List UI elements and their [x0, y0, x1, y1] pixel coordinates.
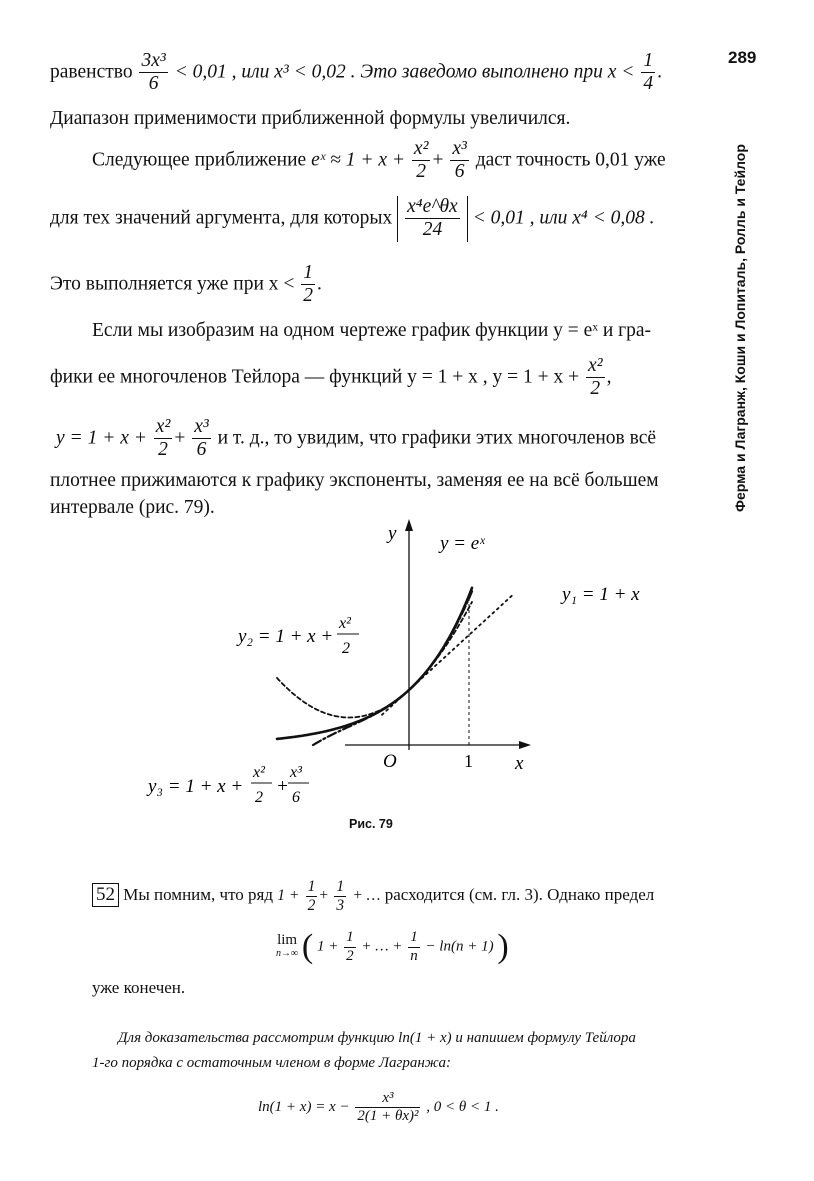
label-y3-den2: 6	[292, 789, 300, 806]
line3-end: даст точность 0,01 уже	[475, 149, 666, 171]
tick-label-one: 1	[464, 751, 473, 771]
text-line-10: интервале (рис. 79).	[50, 497, 215, 518]
limit-body-start: 1 +	[316, 938, 339, 955]
text-line-9: плотнее прижимаются к графику экспоненты, заменяя ее на всё большем	[50, 470, 659, 491]
frac-x3-over-6: $\frac{\text{x³}}{6}$	[452, 138, 467, 183]
final-formula	[258, 1090, 499, 1126]
absolute-value	[397, 196, 468, 242]
running-head: Ферма и Лагранж, Коши и Лопиталь, Ролль и Тейлор	[732, 144, 748, 512]
proof-line-1: Для доказательства рассмотрим функцию ln(1 + x) и напишем формулу Тейлора	[118, 1030, 636, 1046]
p52-frac-third: $\frac{1}{3}$	[336, 878, 345, 914]
curve-series-3	[313, 591, 472, 745]
p52-after: уже конечен.	[92, 978, 186, 997]
line8-formula: y = 1 + x +	[56, 427, 147, 449]
frac-line8-a: $\frac{\text{x²}}{2}$	[155, 416, 171, 461]
text-line-5: Это выполняется уже при x < $\frac{1}{2}$ .	[50, 262, 322, 307]
x-axis-label: x	[515, 753, 524, 774]
frac-abs: $\frac{\text{x⁴e\textasciicircum{}θx}}{24}$	[407, 196, 458, 241]
text-line-1: равенство $\frac{\text{3x³}}{6}$ < 0,01 , или x³ < 0,02 . Это заведомо выполнено при x < $\frac{1}{4}$ .	[50, 50, 662, 95]
label-y2: y₂ = 1 + x +	[238, 626, 334, 647]
text-line-4	[50, 196, 654, 242]
line4-end: < 0,01 , или x⁴ < 0,08 .	[472, 207, 655, 229]
y-axis-arrow	[405, 519, 413, 531]
origin-label: O	[383, 751, 397, 772]
problem-number-box: 52	[92, 883, 119, 907]
limit-frac-n: $\frac{1}{n}$	[410, 929, 418, 964]
left-paren: (	[301, 928, 314, 965]
label-y2-den: 2	[342, 640, 350, 657]
line7-start: фики ее многочленов Тейлора — функций y = 1 + x , y = 1 + x +	[50, 366, 580, 388]
line3-formula: eˣ ≈ 1 + x +	[311, 149, 406, 171]
limit-end: − ln(n + 1)	[425, 938, 494, 955]
p52-series-end: + …	[352, 887, 381, 905]
label-y3: y₃ = 1 + x +	[148, 776, 244, 797]
right-paren: )	[497, 928, 509, 965]
figure-caption: Рис. 79	[349, 817, 393, 831]
frac-line7: $\frac{\text{x²}}{2}$	[588, 355, 603, 400]
curve-series-2	[277, 602, 472, 718]
label-y3-num2: x³	[290, 764, 302, 781]
p52-series: 1 +	[277, 887, 300, 905]
frac-one-quarter: $\frac{1}{4}$	[643, 50, 654, 95]
limit-frac-half: $\frac{1}{2}$	[346, 929, 354, 964]
line8-end: и т. д., то увидим, что графики этих многочленов всё	[217, 427, 657, 449]
p52-end: расходится (см. гл. 3). Однако предел	[384, 885, 655, 905]
p52-frac-half: $\frac{1}{2}$	[307, 878, 316, 914]
limit-mid: + … +	[361, 938, 403, 955]
label-y3-num1: x²	[253, 764, 265, 781]
text-line-8: y = 1 + x + $\frac{\text{x²}}{2}$ + $\frac{\text{x³}}{6}$ и т. д., то увидим, что графики этих многочленов всё	[56, 416, 657, 461]
y-axis-label: y	[388, 523, 397, 544]
frac-one-half: $\frac{1}{2}$	[303, 262, 314, 307]
proof-line-2: 1-го порядка с остаточным членом в форме Лагранжа:	[92, 1055, 452, 1071]
page-number: 289	[728, 48, 757, 67]
final-end: , 0 < θ < 1 .	[426, 1099, 499, 1116]
limit-formula	[276, 928, 509, 966]
problem-52-line: 52 Мы помним, что ряд 1 + $\frac{1}{2}$ + $\frac{1}{3}$ + … расходится (см. гл. 3). Однако предел	[92, 878, 654, 915]
line5-start: Это выполняется уже при x <	[50, 273, 295, 295]
limit-operator: lim n→∞	[276, 932, 299, 959]
p52-start: Мы помним, что ряд	[123, 885, 273, 905]
line3-start: Следующее приближение	[92, 149, 307, 171]
final-frac: $\frac{\text{x³}}{\text{2(1 + θx)²}}$	[357, 1090, 419, 1125]
text-line-2: Диапазон применимости приближенной формулы увеличился.	[50, 108, 571, 129]
label-y1: y₁ = 1 + x	[562, 584, 640, 605]
line1-mid: < 0,01 , или x³ < 0,02 . Это заведомо выполнено при x <	[174, 61, 635, 83]
curve-series-0	[277, 588, 472, 739]
label-y2-num: x²	[339, 615, 351, 632]
label-y3-den1: 2	[255, 789, 263, 806]
frac-3x3-over-6: $\frac{\text{3x³}}{6}$	[141, 50, 166, 95]
label-y3-plus: +	[276, 776, 289, 797]
frac-x2-over-2: $\frac{\text{x²}}{2}$	[413, 138, 429, 183]
line1-start: равенство	[50, 61, 133, 83]
text-line-6: Если мы изобразим на одном чертеже график функции y = eˣ и гра-	[92, 320, 652, 341]
line4-start: для тех значений аргумента, для которых	[50, 207, 393, 229]
label-exp: y = eˣ	[440, 533, 485, 554]
text-line-3: Следующее приближение eˣ ≈ 1 + x + $\frac{\text{x²}}{2}$ + $\frac{\text{x³}}{6}$ даст точность 0,01 уже	[92, 138, 666, 183]
x-axis-arrow	[519, 741, 531, 749]
final-start: ln(1 + x) = x −	[258, 1099, 350, 1116]
taylor-figure	[0, 515, 814, 845]
curves	[277, 588, 514, 745]
text-line-7: фики ее многочленов Тейлора — функций y = 1 + x , y = 1 + x + $\frac{\text{x²}}{2}$ ,	[50, 355, 612, 400]
frac-line8-b: $\frac{\text{x³}}{6}$	[194, 416, 209, 461]
